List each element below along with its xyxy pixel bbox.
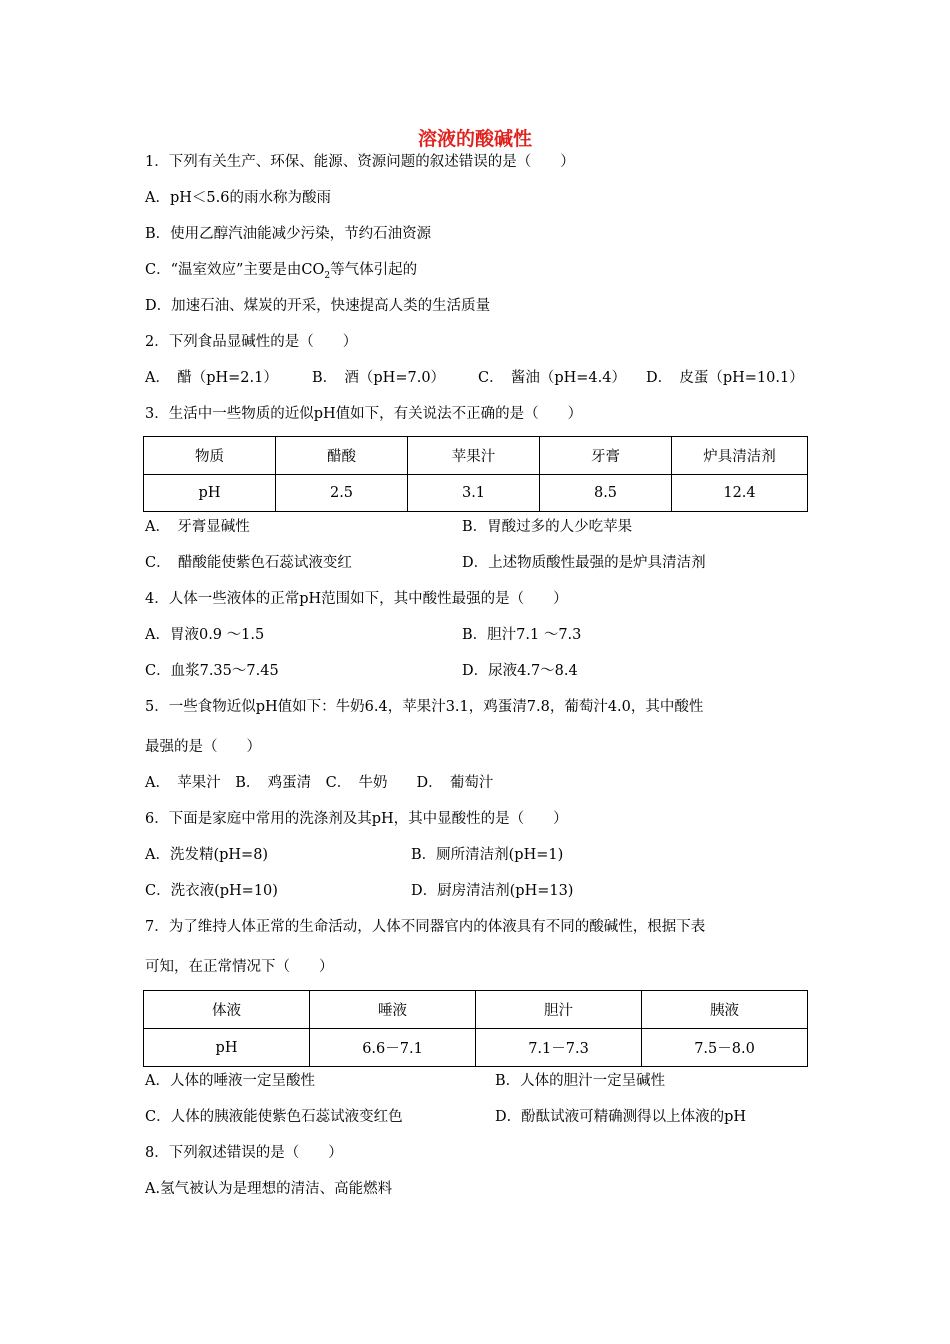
table-cell: pH [144,475,276,512]
table-header-cell: 胆汁 [476,991,642,1029]
question-4-option-d: D．尿液4.7～8.4 [462,663,578,679]
question-1-option-d: D．加速石油、煤炭的开采，快速提高人类的生活质量 [145,298,491,314]
table-header-cell: 体液 [144,991,310,1029]
question-8-stem: 8．下列叙述错误的是（ ） [145,1145,343,1161]
question-4-option-b: B．胆汁7.1 ～7.3 [462,627,582,643]
question-7-option-a: A．人体的唾液一定呈酸性 [145,1073,315,1089]
question-3-option-d: D．上述物质酸性最强的是炉具清洁剂 [462,555,706,571]
question-7-option-b: B．人体的胆汁一定呈碱性 [495,1073,666,1089]
question-6-stem: 6．下面是家庭中常用的洗涤剂及其pH，其中显酸性的是（ ） [145,811,568,827]
table-header-cell: 胰液 [642,991,808,1029]
table-cell: 6.6－7.1 [310,1029,476,1067]
table-cell: 7.1－7.3 [476,1029,642,1067]
question-2-stem: 2．下列食品显碱性的是（ ） [145,334,358,350]
table-header-cell: 唾液 [310,991,476,1029]
question-1-option-a: A．pH＜5.6的雨水称为酸雨 [145,190,331,206]
option-c-text-pre: C．“温室效应”主要是由CO [145,262,325,278]
question-3-option-a: A． 牙膏显碱性 [145,519,250,535]
question-6-option-c: C．洗衣液(pH=10) [145,883,278,899]
question-7-option-c: C．人体的胰液能使紫色石蕊试液变红色 [145,1109,403,1125]
option-c-text-post: 等气体引起的 [330,262,418,278]
table-cell: 2.5 [276,475,408,512]
question-2-option-d: D． 皮蛋（pH=10.1） [646,370,804,386]
question-1-stem: 1．下列有关生产、环保、能源、资源问题的叙述错误的是（ ） [145,154,575,170]
question-5-stem-line-2: 最强的是（ ） [145,739,261,755]
question-1-option-c [145,260,417,286]
question-3-table [143,436,808,512]
question-7-stem-line-2: 可知，在正常情况下（ ） [145,959,334,975]
table-cell: 12.4 [672,475,808,512]
question-1-option-b: B．使用乙醇汽油能减少污染，节约石油资源 [145,226,432,242]
table-header-cell: 炉具清洁剂 [672,437,808,475]
question-5-options: A． 苹果汁 B． 鸡蛋清 C． 牛奶 D． 葡萄汁 [145,775,494,791]
question-4-option-a: A．胃液0.9 ～1.5 [145,627,265,643]
table-header-cell: 牙膏 [540,437,672,475]
table-header-cell: 物质 [144,437,276,475]
table-header-cell: 醋酸 [276,437,408,475]
table-cell: pH [144,1029,310,1067]
question-2-option-b: B． 酒（pH=7.0） [312,370,446,386]
table-header-cell: 苹果汁 [408,437,540,475]
question-7-option-d: D．酚酞试液可精确测得以上体液的pH [495,1109,747,1125]
table-cell: 8.5 [540,475,672,512]
question-2-option-a: A． 醋（pH=2.1） [145,370,278,386]
question-4-option-c: C．血浆7.35～7.45 [145,663,279,679]
question-2-option-c: C． 酱油（pH=4.4） [478,370,626,386]
question-7-table [143,990,808,1067]
question-5-stem-line-1: 5．一些食物近似pH值如下：牛奶6.4，苹果汁3.1，鸡蛋清7.8，葡萄汁4.0，其中酸性 [145,699,704,715]
question-3-stem: 3．生活中一些物质的近似pH值如下，有关说法不正确的是（ ） [145,406,583,422]
question-6-option-d: D．厨房清洁剂(pH=13) [411,883,574,899]
table-cell: 7.5－8.0 [642,1029,808,1067]
question-7-stem-line-1: 7．为了维持人体正常的生命活动，人体不同器官内的体液具有不同的酸碱性，根据下表 [145,919,706,935]
question-3-option-b: B．胃酸过多的人少吃苹果 [462,519,633,535]
question-4-stem: 4．人体一些液体的正常pH范围如下，其中酸性最强的是（ ） [145,591,568,607]
question-6-option-b: B．厕所清洁剂(pH=1) [411,847,564,863]
table-cell: 3.1 [408,475,540,512]
question-6-option-a: A．洗发精(pH=8) [145,847,269,863]
question-8-option-a: A.氢气被认为是理想的清洁、高能燃料 [145,1181,393,1197]
co2-subscript: 2 [324,270,331,281]
question-3-option-c: C． 醋酸能使紫色石蕊试液变红 [145,555,352,571]
page-title: 溶液的酸碱性 [417,128,532,150]
